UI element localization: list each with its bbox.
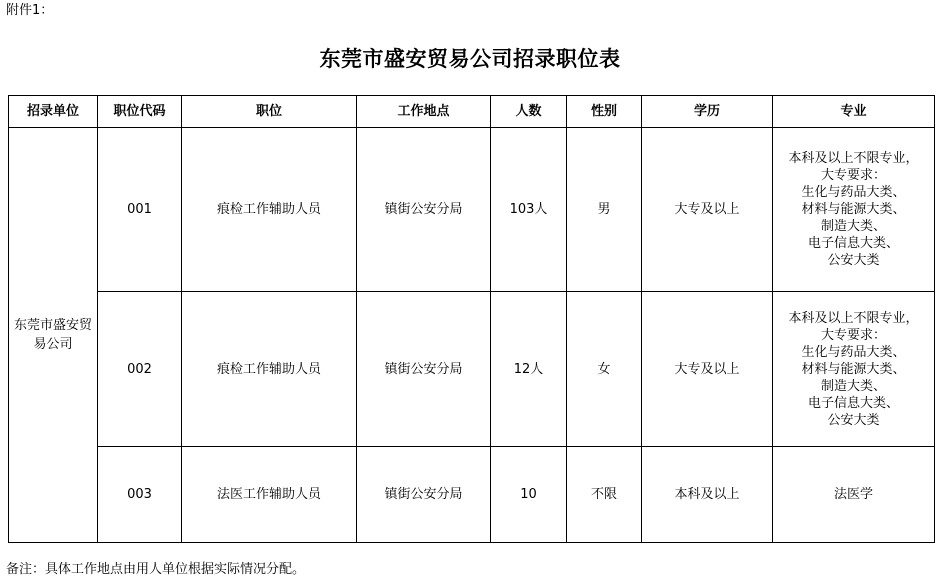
header-count: 人数: [491, 96, 567, 128]
cell-position: 痕检工作辅助人员: [182, 292, 357, 447]
cell-location: 镇街公安分局: [357, 447, 491, 543]
cell-position: 法医工作辅助人员: [182, 447, 357, 543]
header-position: 职位: [182, 96, 357, 128]
major-line: 材料与能源大类、: [801, 202, 906, 217]
cell-unit: [9, 128, 98, 543]
major-line: 大专要求：: [820, 168, 886, 183]
header-location: 工作地点: [357, 96, 491, 128]
cell-major: [773, 292, 935, 447]
major-line: 本科及以上不限专业，: [788, 310, 919, 326]
cell-code: 003: [98, 447, 182, 543]
cell-code: 001: [98, 128, 182, 292]
header-code: 职位代码: [98, 96, 182, 128]
major-line: 材料与能源大类、: [801, 361, 906, 377]
cell-gender: 女: [567, 292, 642, 447]
major-line: 制造大类、: [820, 378, 886, 394]
cell-count: 103人: [491, 128, 567, 292]
cell-education: 大专及以上: [642, 128, 773, 292]
cell-gender: 不限: [567, 447, 642, 543]
cell-education: 大专及以上: [642, 292, 773, 447]
cell-gender: 男: [567, 128, 642, 292]
footnote: 备注：具体工作地点由用人单位根据实际情况分配。: [6, 562, 306, 577]
major-line: 公安大类: [827, 253, 880, 268]
major-line: 电子信息大类、: [807, 395, 899, 411]
header-education: 学历: [642, 96, 773, 128]
unit-name: 东莞市盛安贸易公司: [13, 318, 92, 352]
major-line: 公安大类: [827, 412, 880, 428]
table-row: [9, 128, 935, 292]
header-major: 专业: [773, 96, 935, 128]
cell-major: [773, 447, 935, 543]
attachment-label: 附件1：: [6, 3, 54, 18]
header-unit: 招录单位: [9, 96, 98, 128]
table-row: [9, 447, 935, 543]
cell-major: [773, 128, 935, 292]
cell-code: 002: [98, 292, 182, 447]
header-gender: 性别: [567, 96, 642, 128]
document-title: 东莞市盛安贸易公司招录职位表: [319, 47, 621, 71]
major-line: 本科及以上不限专业，: [788, 151, 919, 166]
table-header-row: [9, 96, 935, 128]
cell-location: 镇街公安分局: [357, 128, 491, 292]
major-line: 大专要求：: [820, 327, 886, 343]
major-line: 法医学: [833, 487, 873, 502]
cell-count: 10: [491, 447, 567, 543]
cell-location: 镇街公安分局: [357, 292, 491, 447]
positions-table: [8, 95, 935, 543]
major-line: 电子信息大类、: [807, 236, 899, 251]
table-row: [9, 292, 935, 447]
cell-position: 痕检工作辅助人员: [182, 128, 357, 292]
cell-count: 12人: [491, 292, 567, 447]
major-line: 生化与药品大类、: [801, 344, 906, 360]
major-line: 生化与药品大类、: [801, 185, 906, 200]
major-line: 制造大类、: [820, 219, 886, 234]
cell-education: 本科及以上: [642, 447, 773, 543]
